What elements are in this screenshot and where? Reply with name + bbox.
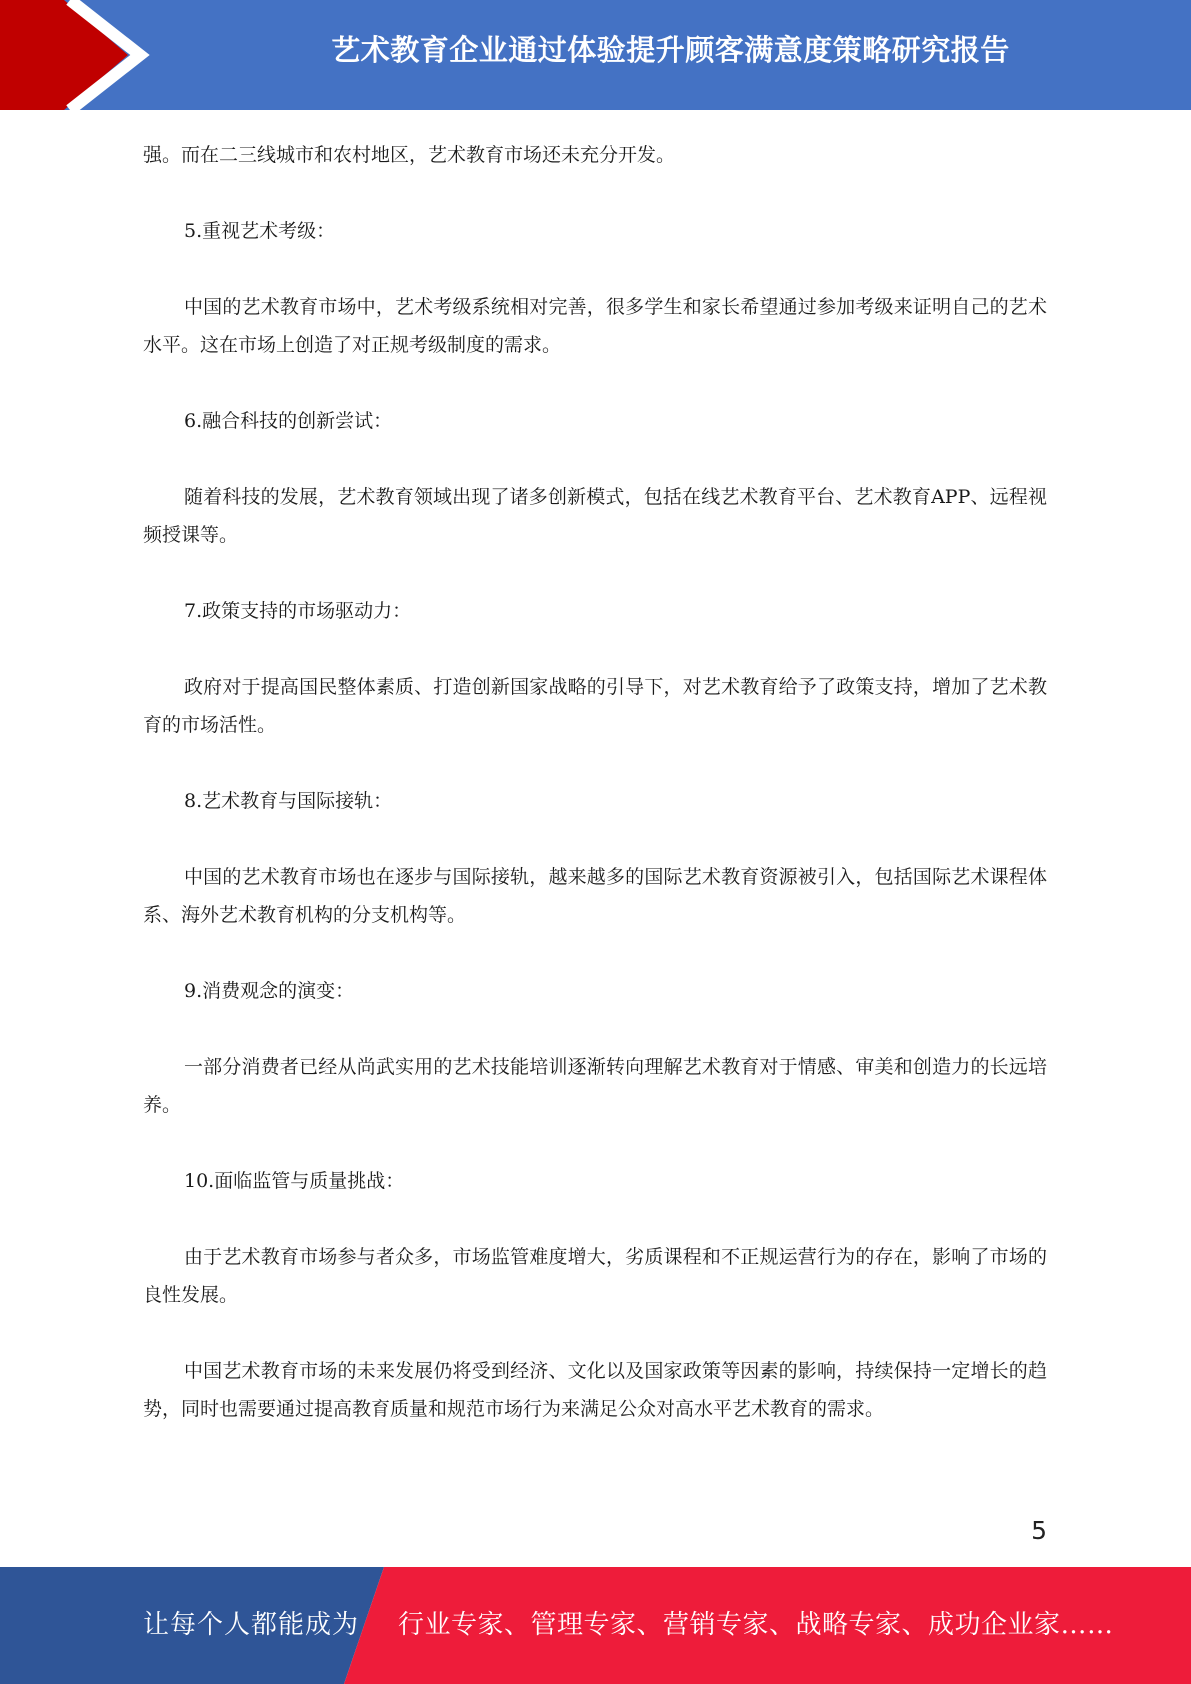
footer-slogan-right: 行业专家、管理专家、营销专家、战略专家、成功企业家…… bbox=[398, 1610, 1114, 1640]
paragraph-conclusion: 中国艺术教育市场的未来发展仍将受到经济、文化以及国家政策等因素的影响，持续保持一定增长的趋势，同时也需要通过提高教育质量和规范市场行为来满足公众对高水平艺术教育的需求。 bbox=[143, 1360, 1047, 1420]
section-heading-7: 7.政策支持的市场驱动力： bbox=[184, 600, 412, 622]
header-arrow-decoration bbox=[0, 0, 160, 110]
paragraph-regulation: 由于艺术教育市场参与者众多，市场监管难度增大，劣质课程和不正规运营行为的存在，影响了市场的良性发展。 bbox=[143, 1246, 1047, 1306]
document-body bbox=[143, 136, 1047, 1428]
paragraph-international: 中国的艺术教育市场也在逐步与国际接轨，越来越多的国际艺术教育资源被引入，包括国际艺术课程体系、海外艺术教育机构的分支机构等。 bbox=[143, 866, 1047, 926]
section-heading-5: 5.重视艺术考级： bbox=[184, 220, 336, 242]
page-header bbox=[0, 0, 1191, 110]
report-title: 艺术教育企业通过体验提升顾客满意度策略研究报告 bbox=[331, 33, 1010, 67]
header-arrow-red bbox=[0, 0, 128, 110]
paragraph-continuation: 强。而在二三线城市和农村地区，艺术教育市场还未充分开发。 bbox=[143, 144, 676, 166]
paragraph-policy-support: 政府对于提高国民整体素质、打造创新国家战略的引导下，对艺术教育给予了政策支持，增加了艺术教育的市场活性。 bbox=[143, 676, 1047, 736]
paragraph-consumption: 一部分消费者已经从尚武实用的艺术技能培训逐渐转向理解艺术教育对于情感、审美和创造力的长远培养。 bbox=[143, 1056, 1047, 1116]
page-footer bbox=[0, 1567, 1191, 1684]
section-heading-10: 10.面临监管与质量挑战： bbox=[184, 1170, 405, 1192]
section-heading-8: 8.艺术教育与国际接轨： bbox=[184, 790, 393, 812]
section-heading-6: 6.融合科技的创新尝试： bbox=[184, 410, 393, 432]
footer-slogan-left: 让每个人都能成为 bbox=[143, 1610, 360, 1640]
section-heading-9: 9.消费观念的演变： bbox=[184, 980, 355, 1002]
page-number: 5 bbox=[1031, 1516, 1047, 1545]
paragraph-art-grading: 中国的艺术教育市场中，艺术考级系统相对完善，很多学生和家长希望通过参加考级来证明自己的艺术水平。这在市场上创造了对正规考级制度的需求。 bbox=[143, 296, 1047, 356]
paragraph-tech-innovation: 随着科技的发展，艺术教育领域出现了诸多创新模式，包括在线艺术教育平台、艺术教育APP、远程视频授课等。 bbox=[143, 486, 1047, 546]
